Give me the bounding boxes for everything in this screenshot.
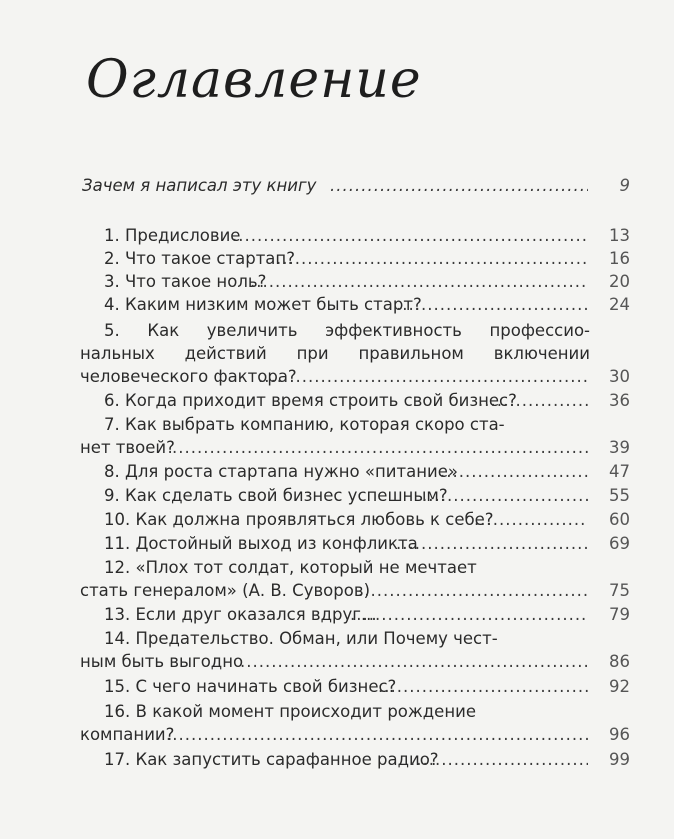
toc-entry-page: 96 <box>609 725 630 744</box>
dot-leader <box>172 437 588 459</box>
dot-leader <box>396 533 588 555</box>
toc-entry-page: 30 <box>609 367 630 386</box>
toc-entry-page: 36 <box>609 391 630 410</box>
toc-entry-page: 99 <box>609 750 630 769</box>
toc-entry-page: 75 <box>609 581 630 600</box>
dot-leader <box>250 271 588 293</box>
dot-leader <box>440 461 588 483</box>
toc-intro <box>0 175 674 197</box>
dot-leader <box>240 651 588 673</box>
toc-entry-text: 11. Достойный выход из конфликта <box>104 534 418 553</box>
toc-entry-text: 2. Что такое стартап? <box>104 249 295 268</box>
toc-entry-text: нет твоей? <box>80 438 175 457</box>
toc-entry <box>0 533 674 555</box>
toc-entry-text: ным быть выгодно <box>80 652 244 671</box>
toc-entry-text: 4. Каким низким может быть старт? <box>104 295 422 314</box>
toc-entry-line <box>0 414 674 436</box>
toc-entry-page: 24 <box>609 295 630 314</box>
toc-entry <box>0 271 674 293</box>
toc-entry-text: человеческого фактора? <box>80 367 297 386</box>
dot-leader <box>276 248 588 270</box>
toc-entry <box>0 604 674 626</box>
toc-entry-text: 13. Если друг оказался вдруг... <box>104 605 377 624</box>
toc-entry-text: нальных действий при правильном включении <box>80 344 590 363</box>
toc-entry-line <box>0 628 674 650</box>
dot-leader <box>330 175 588 197</box>
toc-entry-page: 47 <box>609 462 630 481</box>
toc-entry-line <box>0 343 674 365</box>
dot-leader <box>474 509 588 531</box>
toc-entry <box>0 724 674 746</box>
toc-entry <box>0 749 674 771</box>
toc-entry-page: 39 <box>609 438 630 457</box>
toc-entry <box>0 248 674 270</box>
toc-entry-text: 7. Как выбрать компанию, которая скоро ста- <box>104 415 505 434</box>
toc-entry-line <box>0 557 674 579</box>
toc-entry <box>0 294 674 316</box>
dot-leader <box>258 366 588 388</box>
toc-entry-line <box>0 701 674 723</box>
toc-intro-text: Зачем я написал эту книгу <box>82 176 317 195</box>
toc-entry-page: 16 <box>609 249 630 268</box>
toc-entry-text: 16. В какой момент происходит рождение <box>104 702 476 721</box>
toc-entry-text: 9. Как сделать свой бизнес успешным? <box>104 486 448 505</box>
toc-entry <box>0 366 674 388</box>
dot-leader <box>378 676 588 698</box>
toc-entry-page: 55 <box>609 486 630 505</box>
toc-entry-line <box>0 320 674 342</box>
dot-leader <box>350 604 588 626</box>
toc-entry-page: 86 <box>609 652 630 671</box>
dot-leader <box>358 580 588 602</box>
toc-entry <box>0 437 674 459</box>
dot-leader <box>478 390 588 412</box>
toc-entry <box>0 461 674 483</box>
dot-leader <box>232 225 588 247</box>
toc-entry-text: 3. Что такое ноль? <box>104 272 267 291</box>
toc-intro-page: 9 <box>619 176 630 195</box>
toc-entry <box>0 580 674 602</box>
dot-leader <box>410 749 588 771</box>
toc-entry <box>0 509 674 531</box>
toc-entry <box>0 485 674 507</box>
dot-leader <box>422 485 588 507</box>
dot-leader <box>396 294 588 316</box>
toc-entry-text: 5. Как увеличить эффективность профессио- <box>104 321 590 340</box>
toc-entry-page: 92 <box>609 677 630 696</box>
toc-entry-text: 15. С чего начинать свой бизнес? <box>104 677 397 696</box>
toc-entry-page: 13 <box>609 226 630 245</box>
toc-entry-text: 14. Предательство. Обман, или Почему чест- <box>104 629 498 648</box>
toc-entry <box>0 225 674 247</box>
toc-entry <box>0 390 674 412</box>
toc-entry-page: 60 <box>609 510 630 529</box>
toc-entry-page: 69 <box>609 534 630 553</box>
toc-entry-text: 10. Как должна проявляться любовь к себе? <box>104 510 494 529</box>
toc-entry-text: 6. Когда приходит время строить свой бизнес? <box>104 391 517 410</box>
toc-entry-text: 17. Как запустить сарафанное радио? <box>104 750 439 769</box>
page-title: Оглавление <box>86 50 422 110</box>
toc-entry-text: 8. Для роста стартапа нужно «питание» <box>104 462 458 481</box>
toc-entry <box>0 651 674 673</box>
toc-entry <box>0 676 674 698</box>
dot-leader <box>166 724 588 746</box>
toc-entry-text: 12. «Плох тот солдат, который не мечтает <box>104 558 477 577</box>
toc-entry-text: 1. Предисловие <box>104 226 241 245</box>
toc-entry-text: стать генералом» (А. В. Суворов) <box>80 581 371 600</box>
toc-entry-page: 79 <box>609 605 630 624</box>
toc-entry-page: 20 <box>609 272 630 291</box>
toc-entry-text: компании? <box>80 725 175 744</box>
